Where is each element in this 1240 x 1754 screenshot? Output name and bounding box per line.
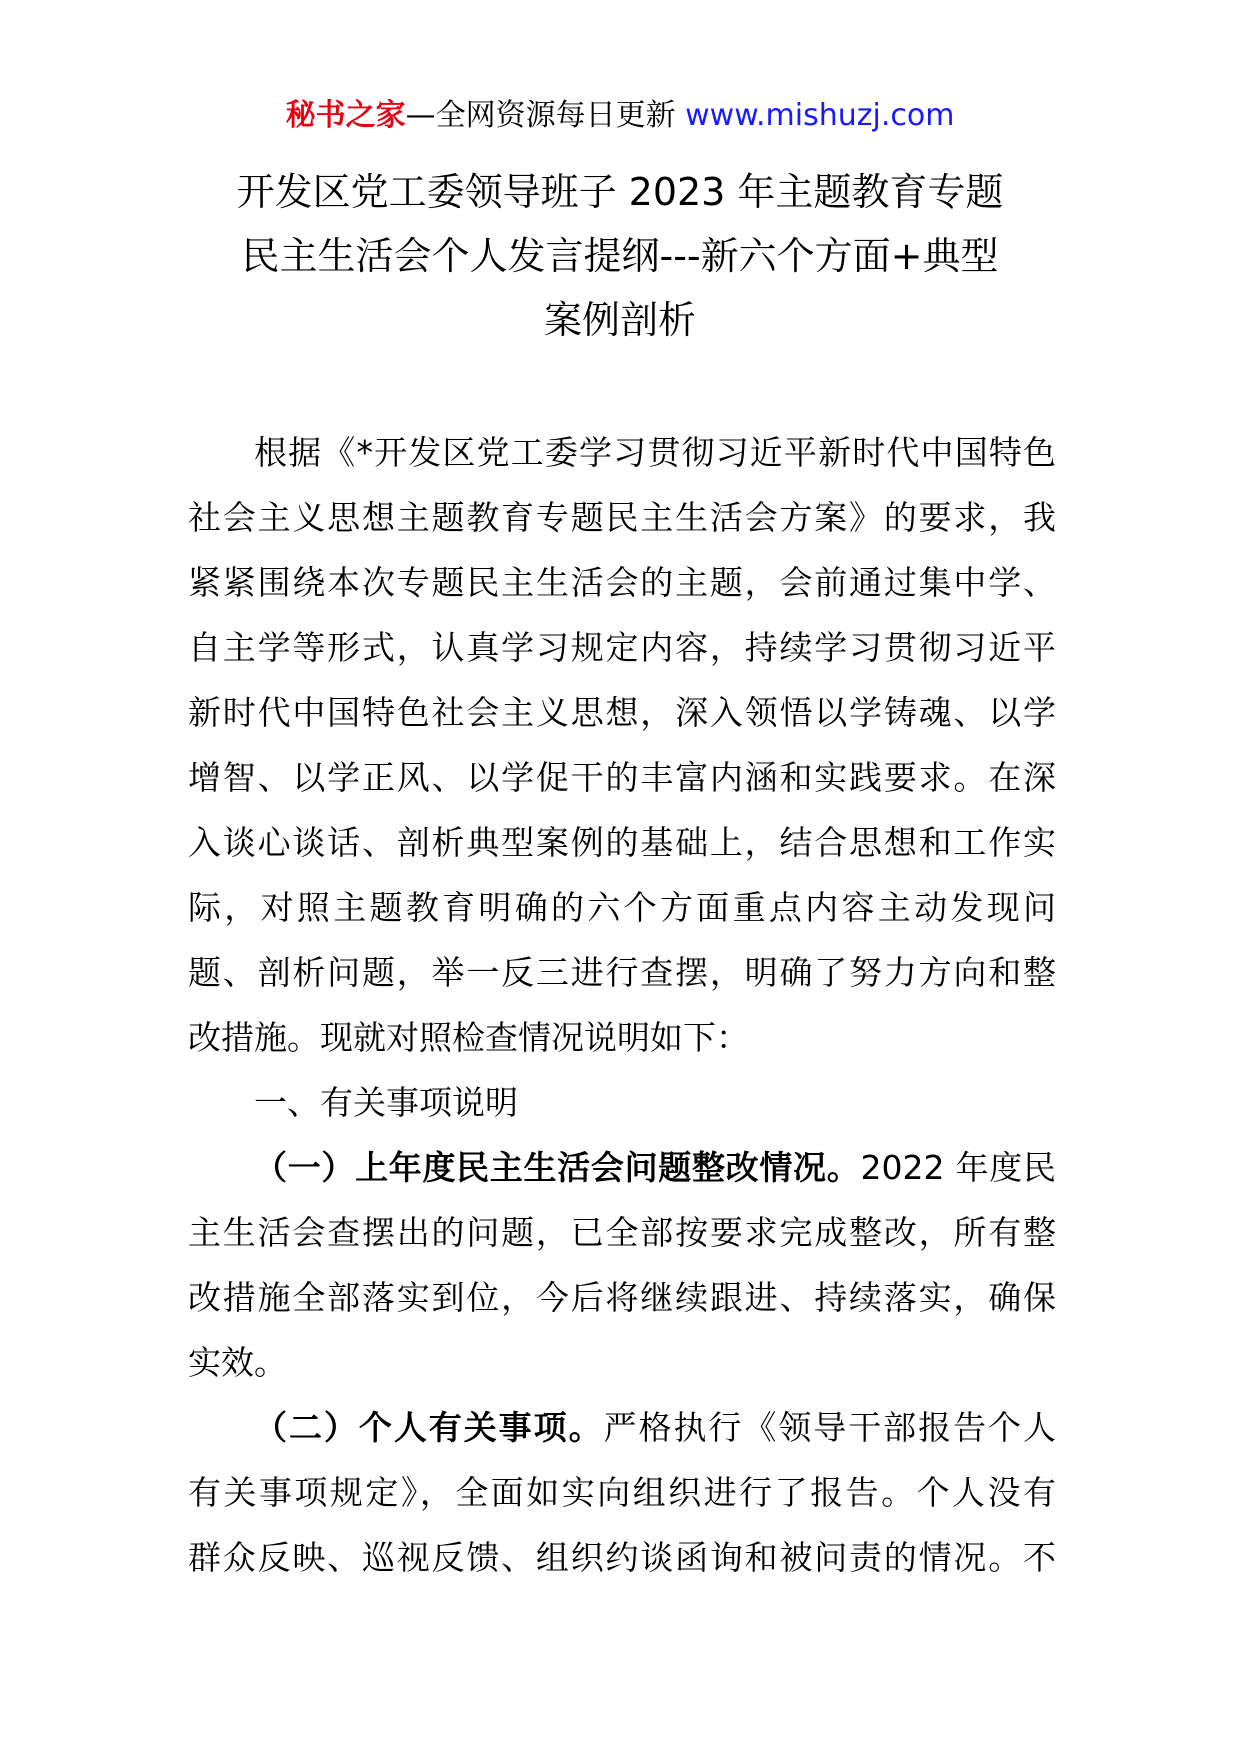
site-url-link[interactable]: www.mishuzj.com [685,98,955,133]
site-header [0,96,1240,136]
item-2-paragraph [188,1395,1056,1590]
document-title [150,160,1090,352]
paragraph-line: 社会主义思想主题教育专题民主生活会方案》的要求，我 [188,498,1056,537]
item-2-lead-text: 严格执行《领导干部报告个人 [603,1408,1056,1447]
intro-paragraph [188,420,1056,1070]
paragraph-line: 实效。 [188,1343,287,1382]
paragraph-line: 紧紧围绕本次专题民主生活会的主题，会前通过集中学、 [188,563,1056,602]
paragraph-line: 有关事项规定》，全面如实向组织进行了报告。个人没有 [188,1473,1056,1512]
title-line: 案例剖析 [543,298,696,342]
item-2-first-line [188,1395,1056,1460]
paragraph-line: 改措施全部落实到位，今后将继续跟进、持续落实，确保 [188,1278,1056,1317]
site-tagline: —全网资源每日更新 [405,98,676,133]
paragraph-line: 自主学等形式，认真学习规定内容，持续学习贯彻习近平 [188,628,1056,667]
item-1-heading: （一）上年度民主生活会问题整改情况。 [254,1148,861,1187]
paragraph-line: 新时代中国特色社会主义思想，深入领悟以学铸魂、以学 [188,693,1056,732]
paragraph-line: 主生活会查摆出的问题，已全部按要求完成整改，所有整 [188,1213,1056,1252]
title-line: 开发区党工委领导班子 2023 年主题教育专题 [236,170,1004,214]
item-1-lead-text: 2022 年度民 [860,1148,1056,1187]
title-line: 民主生活会个人发言提纲---新六个方面+典型 [241,234,999,278]
paragraph-line: 根据《*开发区党工委学习贯彻习近平新时代中国特色 [254,433,1056,472]
paragraph-line: 际，对照主题教育明确的六个方面重点内容主动发现问 [188,888,1056,927]
paragraph-line: 题、剖析问题，举一反三进行查摆，明确了努力方向和整 [188,953,1056,992]
item-2-heading: （二）个人有关事项。 [254,1408,604,1447]
document-body [188,420,1056,1590]
paragraph-line: 群众反映、巡视反馈、组织约谈函询和被问责的情况。不 [188,1538,1056,1577]
brand-name: 秘书之家 [285,98,406,133]
item-1-paragraph [188,1135,1056,1395]
section-heading: 一、有关事项说明 [254,1083,518,1122]
paragraph-line: 增智、以学正风、以学促干的丰富内涵和实践要求。在深 [188,758,1056,797]
paragraph-line: 入谈心谈话、剖析典型案例的基础上，结合思想和工作实 [188,823,1056,862]
item-1-first-line [188,1135,1056,1200]
paragraph-line: 改措施。现就对照检查情况说明如下： [188,1018,749,1057]
